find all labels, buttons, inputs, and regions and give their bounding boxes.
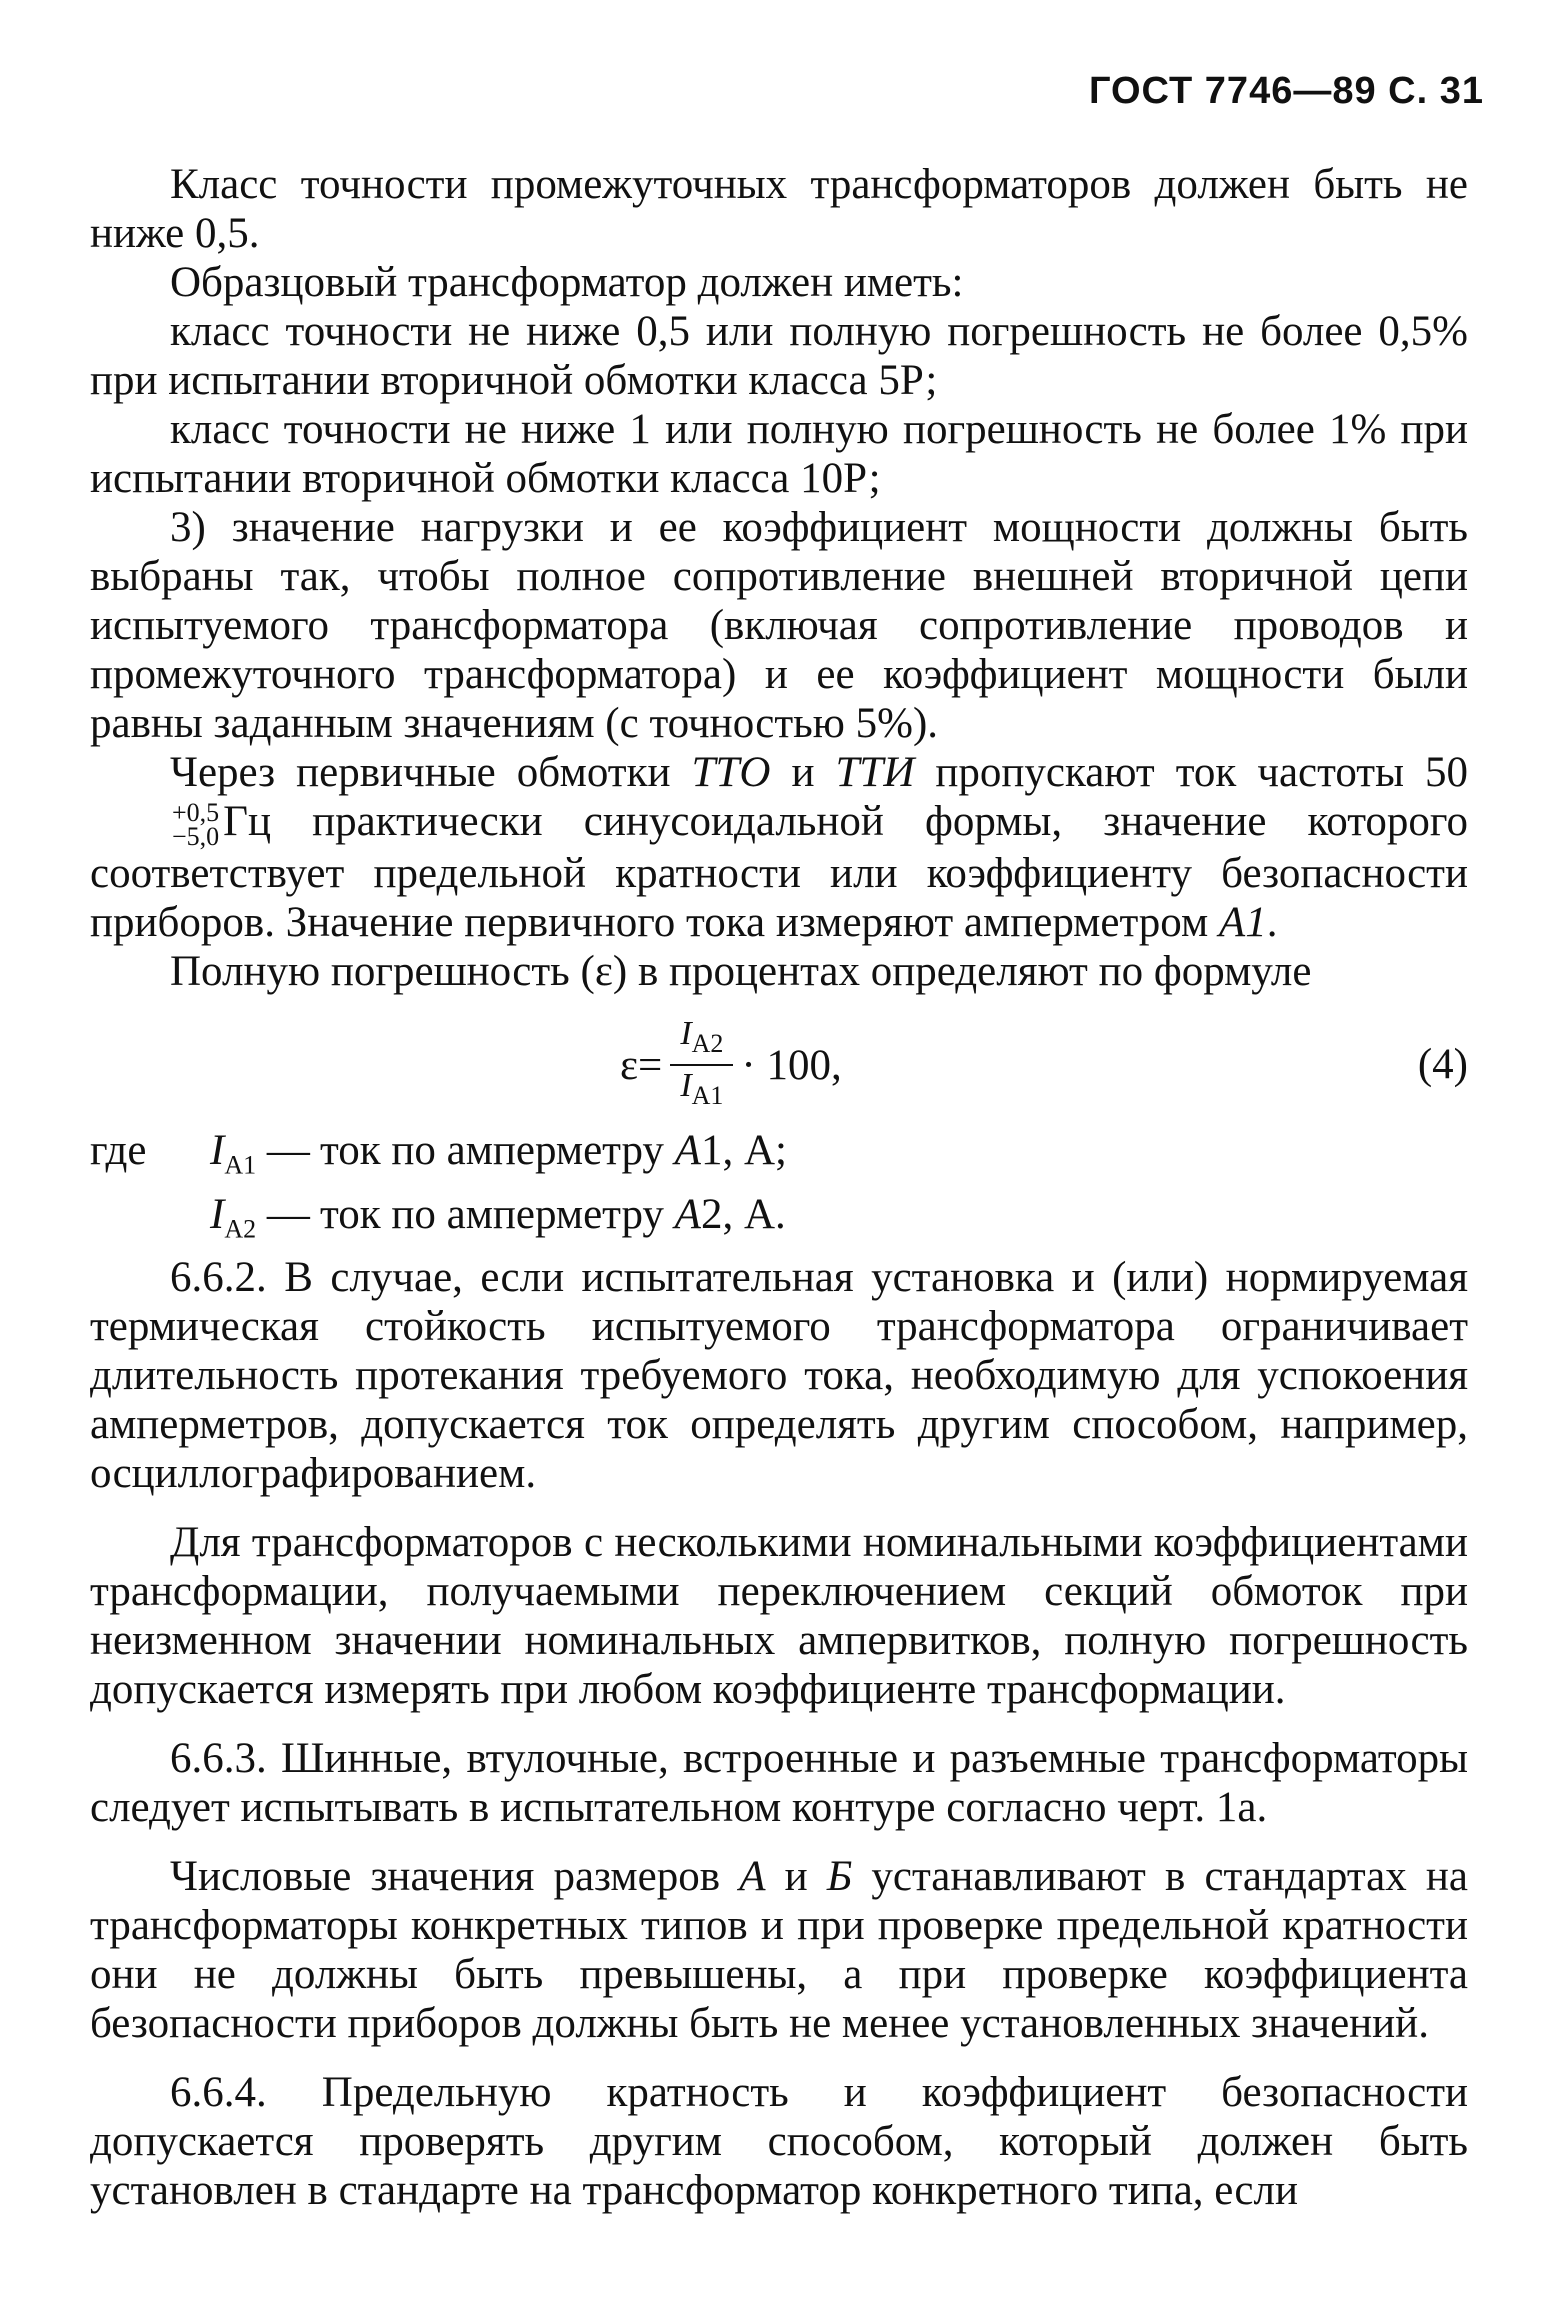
where-row (90, 1126, 1468, 1190)
frequency-tolerance (92, 798, 220, 852)
paragraph-dimensions (90, 1852, 1468, 2048)
ammeter-ref: А1 (1218, 899, 1267, 947)
formula-4 (90, 1010, 1468, 1120)
paragraph: класс точности не ниже 0,5 или полную погрешность не более 0,5% при испытании вторичной обмотки класса 5Р; (90, 308, 1468, 404)
formula-lhs: ε= (620, 1041, 663, 1089)
text-run: Гц практически синусоидальной формы, значение которого соответствует предельной кратности или коэффициенту безопасности приборов. Значение первичного тока измеряют амперметром (90, 798, 1468, 947)
formula-expression (620, 1010, 842, 1120)
paragraph: 3) значение нагрузки и ее коэффициент мощности должны быть выбраны так, чтобы полное сопротивление внешней вторичной цепи испытуемого трансформатора (включая сопротивление проводов и промежуточного трансформатора) и ее коэффициент мощности были равны заданным значениям (с точностью 5%). (90, 504, 1468, 747)
text-run: Через первичные обмотки (170, 749, 692, 796)
where-symbol: $I_{A1}$ — (210, 1127, 310, 1180)
where-symbol: $I_{A2}$ — (210, 1190, 310, 1244)
tti-ref: ТТИ (835, 749, 915, 796)
tolerance-minus: −5,0 (172, 822, 220, 852)
paragraph: 6.6.4. Предельную кратность и коэффициент безопасности допускается проверять другим способом, который должен быть установлен в стандарте на трансформатор конкретного типа, если (90, 2069, 1468, 2215)
where-description: ток по амперметру А2, А. (320, 1190, 786, 1238)
text-run: и (765, 1853, 827, 1901)
formula-numerator: $I_{A2}$ (670, 1014, 733, 1066)
paragraph: Полную погрешность (ε) в процентах определяют по формуле (170, 948, 1312, 996)
tolerance-plus: +0,5 (172, 798, 220, 828)
formula-denominator: $I_{A1}$ (680, 1067, 724, 1110)
paragraph: Для трансформаторов с несколькими номинальными коэффициентами трансформации, получаемыми переключением секций обмоток при неизменном значении номинальных ампервитков, полную погрешность допускается измерять при любом коэффициенте трансформации. (90, 1519, 1468, 1714)
text-run: и (770, 749, 836, 796)
paragraph: Класс точности промежуточных трансформаторов должен быть не ниже 0,5. (90, 161, 1468, 257)
where-description: ток по амперметру А1, А; (320, 1127, 787, 1175)
dimension-a-ref: А (739, 1853, 766, 1901)
paragraph: класс точности не ниже 1 или полную погрешность не более 1% при испытании вторичной обмотки класса 10Р; (90, 406, 1468, 502)
paragraph: Образцовый трансформатор должен иметь: (170, 259, 964, 306)
paragraph: 6.6.3. Шинные, втулочные, встроенные и разъемные трансформаторы следует испытывать в испытательном контуре согласно черт. 1а. (90, 1735, 1468, 1832)
paragraph: 6.6.2. В случае, если испытательная установка и (или) нормируемая термическая стойкость испытуемого трансформатора ограничивает длительность протекания требуемого тока, необходимую для успокоения амперметров, допускается ток определять другим способом, например, осциллографированием. (90, 1254, 1468, 1498)
document-body (90, 160, 1468, 2215)
text-run: устанавливают в стандартах на трансформаторы конкретных типов и при проверке предельной кратности они не должны быть превышены, а при проверке коэффициента безопасности приборов должны быть не менее установленных значений. (90, 1853, 1469, 2048)
formula-fraction (670, 1014, 733, 1116)
formula-rhs: · 100, (741, 1041, 842, 1089)
text-run: пропускают ток частоты 50 (914, 749, 1469, 796)
text-run: . (1266, 899, 1278, 947)
tto-ref: ТТО (691, 749, 771, 796)
text-run: Числовые значения размеров (170, 1853, 740, 1901)
where-row (90, 1190, 1468, 1254)
dimension-b-ref: Б (826, 1853, 853, 1901)
where-label: где (90, 1127, 147, 1175)
where-label-spacer (90, 1190, 210, 1254)
equation-number: (4) (1417, 1041, 1468, 1089)
page-header: ГОСТ 7746—89 С. 31 (1088, 70, 1484, 112)
paragraph-frequency (90, 748, 1468, 947)
